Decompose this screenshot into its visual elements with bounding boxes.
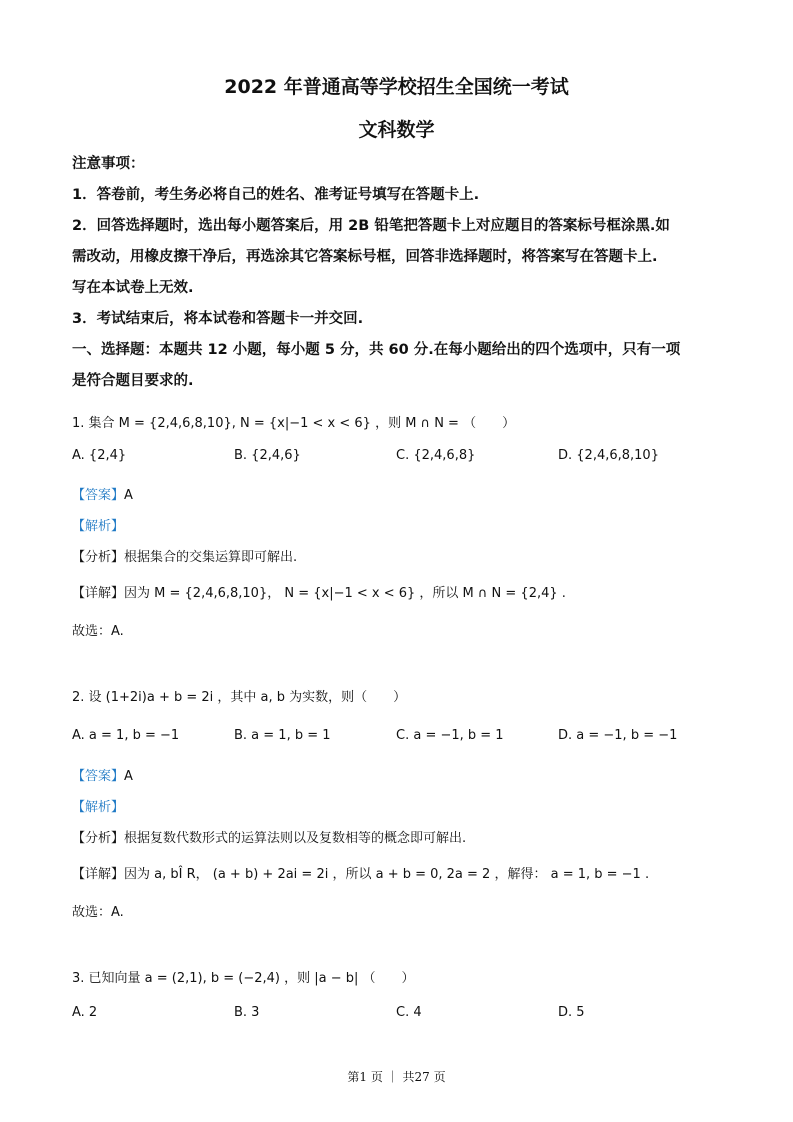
question-1-option-d: D. {2,4,6,8,10}: [558, 448, 659, 463]
detail-tag: 【详解】: [72, 867, 125, 882]
fenxi-text: 根据复数代数形式的运算法则以及复数相等的概念即可解出.: [124, 831, 467, 846]
question-1-detail: [72, 582, 566, 601]
question-3-option-a: A. 2: [72, 1005, 98, 1020]
notice-item-1: 1．答卷前，考生务必将自己的姓名、准考证号填写在答题卡上.: [72, 187, 480, 203]
answer-value: A: [124, 769, 133, 784]
fenxi-tag: 【分析】: [72, 550, 125, 565]
section-heading-line-1: 一、选择题：本题共 12 小题，每小题 5 分，共 60 分.在每小题给出的四个选项中，只有一项: [72, 342, 681, 358]
question-3-option-c: C. 4: [396, 1005, 422, 1020]
question-1-conclusion: 故选：A.: [72, 624, 124, 639]
question-2-stem: 2. 设 (1+2i)a + b = 2i ，其中 a, b 为实数，则（ ）: [72, 690, 407, 705]
question-3-option-d: D. 5: [558, 1005, 585, 1020]
question-1-analysis-tag: 【解析】: [72, 519, 125, 534]
detail-tag: 【详解】: [72, 586, 125, 601]
question-2-option-c: C. a = −1, b = 1: [396, 728, 504, 743]
notice-item-2-line-2: 需改动，用橡皮擦干净后，再选涂其它答案标号框，回答非选择题时，将答案写在答题卡上.: [72, 249, 658, 265]
fenxi-tag: 【分析】: [72, 831, 125, 846]
notice-item-3: 3．考试结束后，将本试卷和答题卡一并交回.: [72, 311, 364, 327]
exam-title: 2022 年普通高等学校招生全国统一考试: [224, 76, 569, 98]
detail-text: 因为 M = {2,4,6,8,10}， N = {x|−1 < x < 6} ，所以 M ∩ N = {2,4} .: [124, 586, 566, 601]
notice-heading: 注意事项：: [72, 156, 145, 172]
notice-item-2-line-3: 写在本试卷上无效.: [72, 280, 194, 296]
question-1-option-b: B. {2,4,6}: [234, 448, 301, 463]
question-2-detail: [72, 863, 649, 882]
question-1-option-a: A. {2,4}: [72, 448, 127, 463]
question-2-option-b: B. a = 1, b = 1: [234, 728, 331, 743]
question-2-analysis-tag: 【解析】: [72, 800, 125, 815]
question-3-option-b: B. 3: [234, 1005, 260, 1020]
question-2-answer: [72, 765, 133, 784]
question-1-fenxi: [72, 546, 297, 565]
question-2-fenxi: [72, 827, 466, 846]
answer-tag: 【答案】: [72, 769, 125, 784]
page-footer: 第1 页 ｜ 共27 页: [347, 1070, 446, 1084]
answer-value: A: [124, 488, 133, 503]
question-2-conclusion: 故选：A.: [72, 905, 124, 920]
question-1-option-c: C. {2,4,6,8}: [396, 448, 476, 463]
question-1-stem: 1. 集合 M = {2,4,6,8,10}, N = {x|−1 < x < 6} ，则 M ∩ N = （ ）: [72, 416, 516, 431]
question-2-option-d: D. a = −1, b = −1: [558, 728, 678, 743]
question-3-stem: 3. 已知向量 a = (2,1), b = (−2,4) ，则 |a − b| （ ）: [72, 971, 415, 986]
answer-tag: 【答案】: [72, 488, 125, 503]
notice-item-2-line-1: 2．回答选择题时，选出每小题答案后，用 2B 铅笔把答题卡上对应题目的答案标号框涂黑.如: [72, 218, 670, 234]
detail-text: 因为 a, bÎ R， (a + b) + 2ai = 2i ，所以 a + b = 0, 2a = 2 ，解得： a = 1, b = −1 .: [124, 867, 650, 882]
question-1-answer: [72, 484, 133, 503]
question-2-option-a: A. a = 1, b = −1: [72, 728, 180, 743]
section-heading-line-2: 是符合题目要求的.: [72, 373, 194, 389]
exam-subtitle: 文科数学: [358, 119, 435, 141]
fenxi-text: 根据集合的交集运算即可解出.: [124, 550, 298, 565]
